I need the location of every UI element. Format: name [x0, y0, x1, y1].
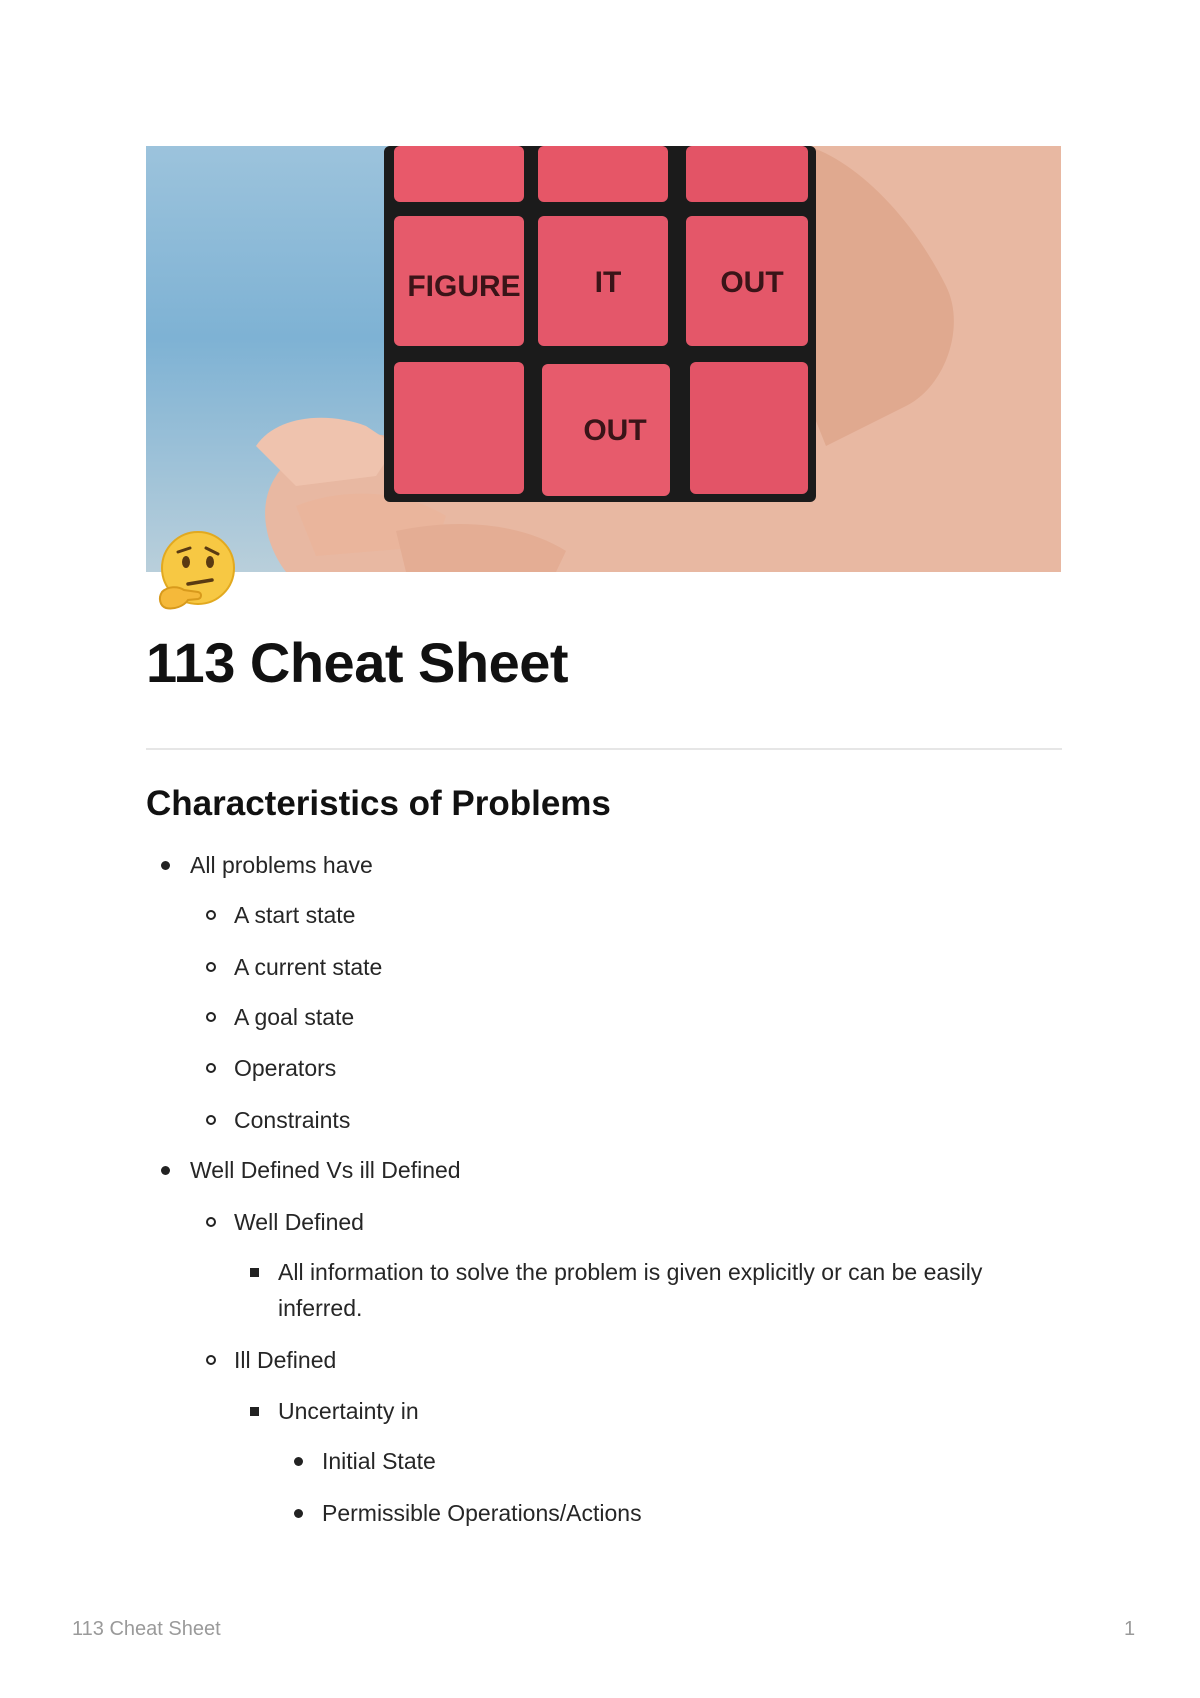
bullet-circle-icon: [206, 1012, 216, 1022]
bullet-square-icon: [250, 1407, 259, 1416]
list-item-text: Ill Defined: [234, 1347, 337, 1373]
list-item: [234, 949, 382, 985]
page-title: 113 Cheat Sheet: [146, 631, 569, 694]
list-item: [234, 1342, 336, 1378]
tile-word-out-2: OUT: [583, 414, 647, 447]
list-item-text: Uncertainty in: [278, 1398, 419, 1424]
list-item: [234, 1204, 364, 1240]
list-item: [234, 1050, 336, 1086]
footer-document-name: 113 Cheat Sheet: [72, 1618, 221, 1640]
list-item-text: Well Defined: [234, 1209, 364, 1235]
list-item: [278, 1393, 419, 1429]
list-item-text: Well Defined Vs ill Defined: [190, 1157, 461, 1183]
bullet-disc-icon: [161, 1166, 170, 1175]
section-heading: Characteristics of Problems: [146, 784, 611, 823]
list-item-text: All problems have: [190, 852, 373, 878]
tile-word-out: OUT: [720, 266, 784, 299]
thinking-face-icon: [154, 530, 238, 614]
tile-word-figure: FIGURE: [407, 270, 521, 303]
bullet-circle-icon: [206, 1115, 216, 1125]
cube-illustration: [146, 146, 1061, 572]
bullet-disc-icon: [294, 1509, 303, 1518]
list-item-text: Initial State: [322, 1448, 436, 1474]
list-item: [234, 1102, 350, 1138]
list-item-text: A goal state: [234, 1004, 355, 1030]
list-item-text: A current state: [234, 954, 383, 980]
bullet-circle-icon: [206, 962, 216, 972]
tile-word-it: IT: [594, 266, 622, 299]
list-item: [234, 897, 355, 933]
bullet-circle-icon: [206, 1217, 216, 1227]
list-item: [234, 999, 354, 1035]
list-item: [278, 1254, 982, 1326]
list-item: [322, 1495, 642, 1531]
list-item: [190, 1152, 461, 1188]
bullet-circle-icon: [206, 1355, 216, 1365]
list-item: [190, 847, 373, 883]
bullet-circle-icon: [206, 1063, 216, 1073]
footer-page-number: 1: [1124, 1618, 1136, 1640]
bullet-disc-icon: [294, 1457, 303, 1466]
list-item-text: Permissible Operations/Actions: [322, 1500, 642, 1526]
bullet-circle-icon: [206, 910, 216, 920]
list-item: [322, 1443, 436, 1479]
bullet-disc-icon: [161, 861, 170, 870]
bullet-square-icon: [250, 1268, 259, 1277]
list-item-text: Constraints: [234, 1107, 351, 1133]
list-item-text: Operators: [234, 1055, 337, 1081]
list-item-text: A start state: [234, 902, 356, 928]
list-item-text: All information to solve the problem is given explicitly or can be easily: [278, 1259, 983, 1285]
cover-image: [146, 146, 1061, 572]
divider: [146, 748, 1062, 750]
list-item-text-continued: inferred.: [278, 1295, 363, 1321]
